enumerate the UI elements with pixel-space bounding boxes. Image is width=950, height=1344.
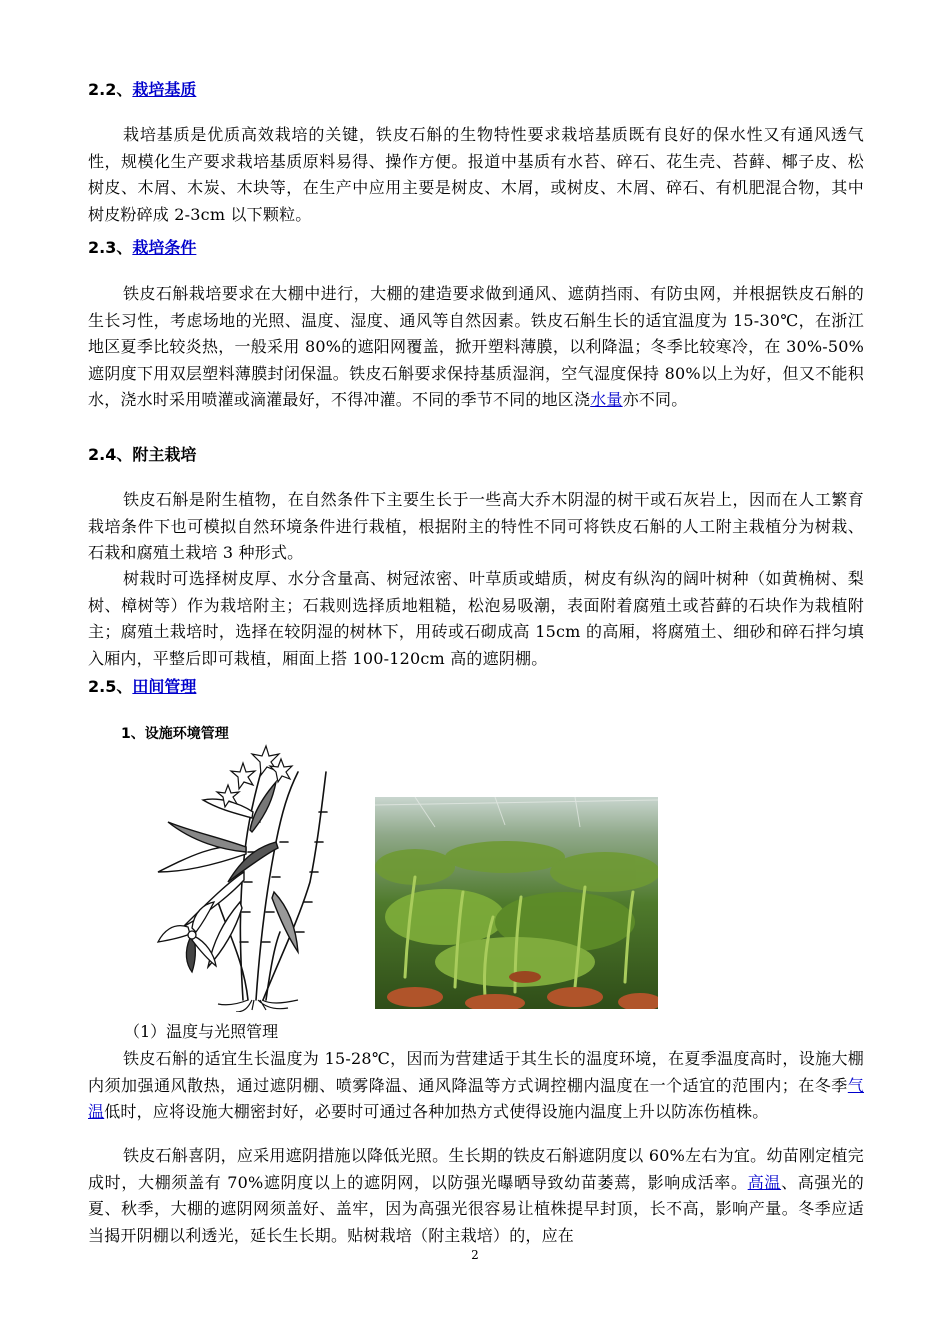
page-number: 2 — [471, 1248, 479, 1262]
paragraph-text-tail: 、高强光的夏、秋季，大棚的遮阴网须盖好、盖牢，因为高强光很容易让植株提早封顶，长不高，影响产量。冬季应适当揭开阴棚以利透光，延长生长期。贴树栽培（附主栽培）的，应在 — [88, 1172, 864, 1245]
paragraph-temperature — [88, 1046, 864, 1126]
paragraph-epiphyte-methods: 树栽时可选择树皮厚、水分含量高、树冠浓密、叶草质或蜡质，树皮有纵沟的阔叶树种（如黄桷树、梨树、樟树等）作为栽培附主；石栽则选择质地粗糙，松泡易吸潮，表面附着腐殖土或苔藓的石块作为栽植附主；腐殖土栽培时，选择在较阴湿的树林下，用砖或石砌成高 15cm 的高厢，将腐殖土、细砂和碎石拌匀填入厢内，平整后即可栽植，厢面上搭 100-120cm 高的遮阴棚。 — [88, 569, 864, 668]
paragraph-text-tail: 低时，应将设施大棚密封好，必要时可通过各种加热方式使得设施内温度上升以防冻伤植株。 — [104, 1102, 769, 1121]
section-link-field-management[interactable]: 田间管理 — [132, 677, 197, 696]
orchid-illustration — [148, 742, 348, 1012]
section-number: 2.5、 — [88, 677, 133, 696]
subheading-facility-management: 1、设施环境管理 — [121, 726, 229, 742]
section-heading-2-3 — [88, 237, 196, 259]
paragraph-light — [88, 1143, 864, 1249]
section-number: 2.2、 — [88, 80, 133, 99]
section-link-cultivation-conditions[interactable]: 栽培条件 — [132, 238, 197, 257]
paragraph-text-tail: 亦不同。 — [622, 390, 688, 409]
section-number: 2.3、 — [88, 238, 133, 257]
paragraph-conditions — [88, 281, 864, 414]
section-link-cultivation-substrate[interactable]: 栽培基质 — [132, 80, 197, 99]
section-heading-2-5 — [88, 676, 196, 698]
link-water-amount[interactable]: 水量 — [590, 390, 623, 409]
section-heading-2-4: 2.4、附主栽培 — [88, 445, 197, 464]
paragraph-text: 铁皮石斛的适宜生长温度为 15-28℃，因而为营建适于其生长的温度环境，在夏季温度高时，设施大棚内须加强通风散热，通过遮阴棚、喷雾降温、通风降温等方式调控棚内温度在一个适宜的范围内；在冬季 — [88, 1049, 864, 1095]
subheading-temperature-light: （1）温度与光照管理 — [124, 1022, 279, 1041]
section-heading-2-2 — [88, 79, 196, 101]
paragraph-text: 铁皮石斛栽培要求在大棚中进行，大棚的建造要求做到通风、遮荫挡雨、有防虫网，并根据铁皮石斛的生长习性，考虑场地的光照、温度、湿度、通风等自然因素。铁皮石斛生长的适宜温度为 15-30℃，在浙江地区夏季比较炎热，一般采用 80%的遮阳网覆盖，掀开塑料薄膜，以利降温；冬季比较寒冷，在 30%-50%遮阴度下用双层塑料薄膜封闭保温。铁皮石斛要求保持基质湿润，空气湿度保持 80%以上为好，但又不能积水，浇水时采用喷灌或滴灌最好，不得冲灌。不同的季节不同的地区浇 — [88, 284, 864, 409]
paragraph-substrate: 栽培基质是优质高效栽培的关键，铁皮石斛的生物特性要求栽培基质既有良好的保水性又有通风透气性，规模化生产要求栽培基质原料易得、操作方便。报道中基质有水苔、碎石、花生壳、苔藓、椰子皮、松树皮、木屑、木炭、木块等，在生产中应用主要是树皮、木屑，或树皮、木屑、碎石、有机肥混合物，其中树皮粉碎成 2-3cm 以下颗粒。 — [88, 125, 864, 224]
paragraph-text: 铁皮石斛喜阴，应采用遮阴措施以降低光照。生长期的铁皮石斛遮阴度以 60%左右为宜。幼苗刚定植完成时，大棚须盖有 70%遮阴度以上的遮阴网，以防强光曝晒导致幼苗萎蔫，影响成活率。 — [88, 1146, 864, 1192]
link-air-temperature[interactable]: 气温 — [88, 1075, 864, 1121]
greenhouse-seedlings-photo — [375, 797, 658, 1009]
paragraph-epiphyte-intro: 铁皮石斛是附生植物，在自然条件下主要生长于一些高大乔木阴湿的树干或石灰岩上，因而在人工繁育栽培条件下也可模拟自然环境条件进行栽植，根据附主的特性不同可将铁皮石斛的人工附主栽植分为树栽、石栽和腐殖土栽培 3 种形式。 — [88, 490, 864, 562]
link-high-temperature[interactable]: 高温 — [747, 1172, 782, 1192]
